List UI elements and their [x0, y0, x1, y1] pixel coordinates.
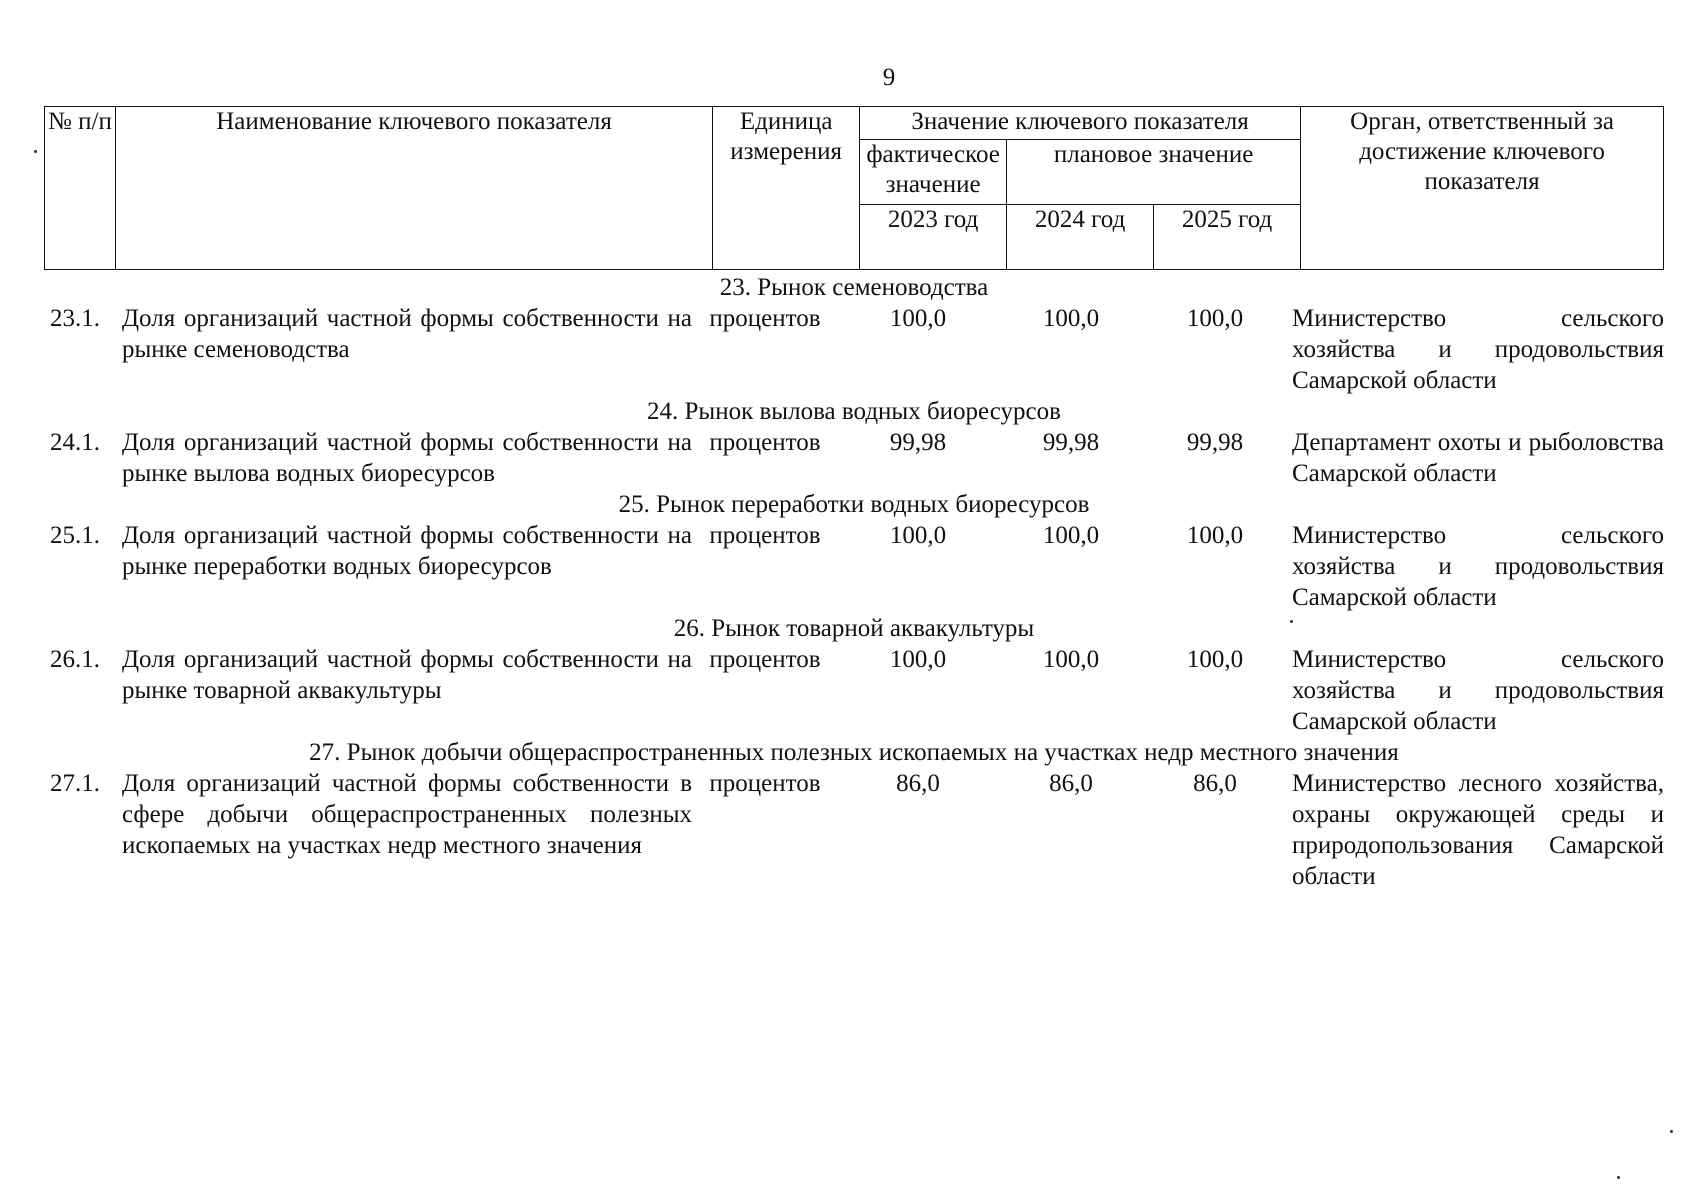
indicator-name: Доля организаций частной формы собственности на рынке переработки водных биоресурсов	[122, 522, 692, 580]
unit-cell: процентов	[709, 429, 821, 456]
responsible-organ: Министерство сельского хозяйства и продовольствия Самарской области	[1292, 522, 1664, 611]
header-year-2023: 2023 год	[860, 205, 1007, 270]
value-2025: 100,0	[1186, 646, 1244, 673]
header-organ: Орган, ответственный за достижение ключевого показателя	[1301, 107, 1664, 270]
responsible-organ: Министерство лесного хозяйства, охраны окружающей среды и природопользования Самарской области	[1292, 770, 1664, 890]
row-number: 24.1.	[50, 429, 100, 456]
section	[44, 737, 1664, 892]
header-year-2024: 2024 год	[1007, 205, 1154, 270]
header-actual: фактическое значение	[860, 140, 1007, 205]
header-planned: плановое значение	[1007, 140, 1301, 205]
value-2024: 100,0	[1042, 646, 1100, 673]
indicator-name: Доля организаций частной формы собственности на рынке вылова водных биоресурсов	[122, 429, 692, 487]
table-header	[44, 106, 1664, 270]
value-2024: 100,0	[1042, 305, 1100, 332]
section-title: 25. Рынок переработки водных биоресурсов	[618, 491, 1090, 518]
table-row	[44, 520, 1664, 613]
value-2023: 86,0	[896, 770, 940, 797]
header-name: Наименование ключевого показателя	[115, 107, 712, 270]
table-row	[44, 427, 1664, 489]
page-number: 9	[882, 64, 896, 91]
responsible-organ: Министерство сельского хозяйства и продовольствия Самарской области	[1292, 646, 1664, 735]
section-title: 26. Рынок товарной аквакультуры	[673, 615, 1035, 642]
header-value-group: Значение ключевого показателя	[860, 107, 1301, 140]
row-number: 26.1.	[50, 646, 100, 673]
header-year-2025: 2025 год	[1154, 205, 1301, 270]
table-row	[44, 768, 1664, 892]
unit-cell: процентов	[709, 646, 821, 673]
responsible-organ: Министерство сельского хозяйства и продовольствия Самарской области	[1292, 305, 1664, 394]
unit-cell: процентов	[709, 522, 821, 549]
table-row	[44, 644, 1664, 737]
section-title: 23. Рынок семеноводства	[719, 274, 989, 301]
value-2025: 99,98	[1186, 429, 1244, 456]
row-number: 23.1.	[50, 305, 100, 332]
value-2024: 100,0	[1042, 522, 1100, 549]
section	[44, 489, 1664, 613]
row-number: 27.1.	[50, 770, 100, 797]
value-2025: 86,0	[1193, 770, 1237, 797]
header-num: № п/п	[45, 107, 116, 270]
scan-speck	[1617, 1176, 1620, 1179]
section	[44, 613, 1664, 737]
value-2025: 100,0	[1186, 305, 1244, 332]
value-2024: 86,0	[1049, 770, 1093, 797]
scan-speck	[1670, 1130, 1673, 1133]
section-title: 24. Рынок вылова водных биоресурсов	[647, 398, 1061, 425]
unit-cell: процентов	[709, 305, 821, 332]
section-title: 27. Рынок добычи общераспространенных полезных ископаемых на участках недр местного значения	[309, 739, 1399, 766]
section	[44, 396, 1664, 489]
table-body	[44, 272, 1664, 892]
value-2023: 100,0	[889, 305, 947, 332]
header-unit: Единица измерения	[713, 107, 860, 270]
unit-cell: процентов	[709, 770, 821, 797]
value-2023: 100,0	[889, 646, 947, 673]
row-number: 25.1.	[50, 522, 100, 549]
indicator-name: Доля организаций частной формы собственности в сфере добычи общераспространенных полезных ископаемых на участках недр местного значения	[122, 770, 692, 859]
scan-speck	[1290, 620, 1293, 623]
responsible-organ: Департамент охоты и рыболовства Самарской области	[1292, 429, 1664, 487]
indicator-name: Доля организаций частной формы собственности на рынке товарной аквакультуры	[122, 646, 692, 704]
value-2024: 99,98	[1042, 429, 1100, 456]
indicator-name: Доля организаций частной формы собственности на рынке семеноводства	[122, 305, 692, 363]
table-row	[44, 303, 1664, 396]
value-2023: 100,0	[889, 522, 947, 549]
value-2023: 99,98	[889, 429, 947, 456]
value-2025: 100,0	[1186, 522, 1244, 549]
section	[44, 272, 1664, 396]
scan-speck	[34, 150, 37, 153]
